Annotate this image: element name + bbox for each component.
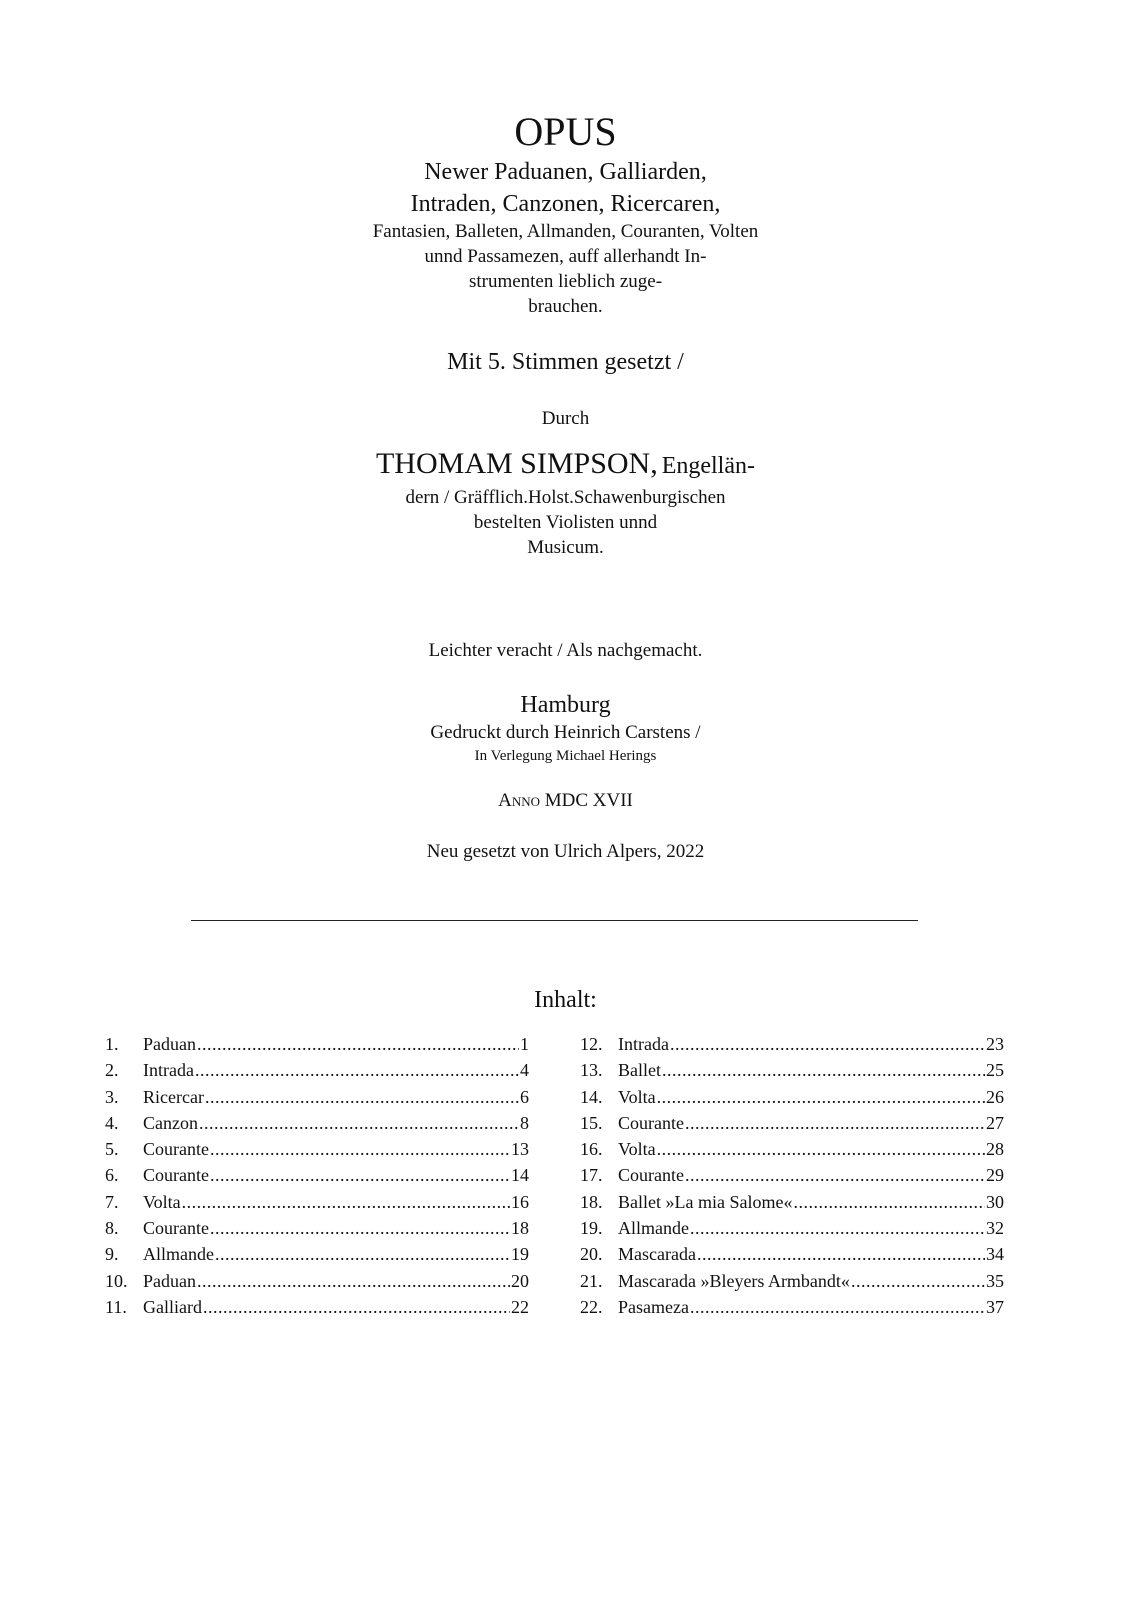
imprint-city: Hamburg (520, 692, 611, 718)
motto: Leichter veracht / Als nachgemacht. (428, 640, 703, 661)
dot-leader (210, 1165, 510, 1186)
toc-entry[interactable] (105, 1034, 529, 1060)
imprint-printer: Gedruckt durch Heinrich Carstens / (430, 722, 701, 743)
subtitle-line: Intraden, Canzonen, Ricercaren, (410, 191, 721, 217)
dot-leader (210, 1218, 510, 1239)
toc-entry[interactable] (105, 1297, 529, 1323)
imprint-year: Anno MDC XVII (498, 790, 633, 811)
toc-entry-page: 19 (511, 1244, 529, 1265)
toc-entry-title: Paduan (143, 1034, 196, 1054)
toc-column-left (105, 1034, 529, 1323)
toc-entry-page: 16 (511, 1191, 529, 1212)
subtitle-line: Fantasien, Balleten, Allmanden, Couranten, Volten (372, 221, 759, 242)
toc-entry-page: 1 (520, 1034, 529, 1054)
toc-entry-page: 29 (986, 1165, 1004, 1186)
imprint-publisher: In Verlegung Michael Herings (474, 748, 657, 764)
toc-entry[interactable] (105, 1087, 529, 1113)
toc-entry-number: 16. (580, 1139, 603, 1160)
toc-entry-page: 26 (986, 1086, 1004, 1107)
toc-entry-page: 22 (511, 1296, 529, 1317)
toc-entry-title: Ballet (618, 1060, 661, 1081)
toc-entry-number: 13. (580, 1060, 603, 1081)
toc-entry[interactable] (580, 1060, 1004, 1086)
dot-leader (657, 1087, 985, 1108)
title: OPUS (514, 109, 617, 154)
toc-entry-number: 19. (580, 1218, 603, 1239)
author-name: THOMAM SIMPSON, (375, 447, 658, 480)
toc-entry-number: 1. (105, 1034, 119, 1054)
dot-leader (690, 1297, 985, 1318)
toc-entry-number: 4. (105, 1112, 119, 1133)
toc-entry-number: 11. (105, 1296, 127, 1317)
author-line (0, 449, 1131, 479)
toc-entry-title: Canzon (143, 1112, 198, 1133)
toc-entry[interactable] (105, 1244, 529, 1270)
dot-leader (662, 1060, 985, 1081)
toc-entry-title: Courante (618, 1165, 684, 1186)
dot-leader (851, 1271, 985, 1292)
toc-entry-number: 6. (105, 1165, 119, 1186)
toc-column-right (580, 1034, 1004, 1323)
subtitle-line: strumenten lieblich zuge- (468, 271, 663, 292)
toc-entry-number: 20. (580, 1244, 603, 1265)
toc-entry[interactable] (580, 1297, 1004, 1323)
toc-entry-title: Courante (143, 1165, 209, 1186)
toc-entry-page: 20 (511, 1270, 529, 1291)
toc-entry-title: Volta (618, 1139, 656, 1160)
dot-leader (205, 1087, 519, 1108)
toc-entry-title: Volta (143, 1191, 181, 1212)
toc-entry-page: 25 (986, 1060, 1004, 1081)
dot-leader (657, 1139, 985, 1160)
toc-entry-number: 7. (105, 1191, 119, 1212)
dot-leader (685, 1165, 985, 1186)
toc-entry-title: Pasameza (618, 1296, 689, 1317)
dot-leader (670, 1034, 985, 1055)
edition-note: Neu gesetzt von Ulrich Alpers, 2022 (426, 841, 705, 862)
toc-entry-title: Galliard (143, 1296, 202, 1317)
toc-entry-number: 22. (580, 1296, 603, 1317)
dot-leader (182, 1192, 510, 1213)
toc-entry[interactable] (105, 1060, 529, 1086)
toc-entry-number: 8. (105, 1218, 119, 1239)
toc-entry-number: 21. (580, 1270, 603, 1291)
toc-entry-title: Mascarada »Bleyers Armbandt« (618, 1270, 850, 1291)
toc-entry-title: Courante (143, 1218, 209, 1239)
voices: Mit 5. Stimmen gesetzt / (447, 349, 684, 375)
toc-entry-page: 8 (520, 1112, 529, 1133)
toc-entry-title: Volta (618, 1086, 656, 1107)
toc-entry[interactable] (580, 1218, 1004, 1244)
dot-leader (197, 1034, 519, 1055)
toc-entry-number: 10. (105, 1270, 128, 1291)
author-line: Musicum. (527, 537, 604, 558)
toc-entry-page: 18 (511, 1218, 529, 1239)
toc-entry-page: 14 (511, 1165, 529, 1186)
toc-entry-title: Courante (143, 1139, 209, 1160)
toc-entry-title: Mascarada (618, 1244, 696, 1265)
toc-entry[interactable] (105, 1218, 529, 1244)
toc-entry-number: 17. (580, 1165, 603, 1186)
toc-entry-number: 15. (580, 1112, 603, 1133)
dot-leader (793, 1192, 985, 1213)
dot-leader (215, 1244, 510, 1265)
toc-entry-page: 28 (986, 1139, 1004, 1160)
dot-leader (195, 1060, 519, 1081)
dot-leader (697, 1244, 985, 1265)
toc-entry-title: Courante (618, 1112, 684, 1133)
dot-leader (203, 1297, 510, 1318)
toc-entry-number: 2. (105, 1060, 119, 1081)
toc-entry[interactable] (580, 1034, 1004, 1060)
subtitle-line: Newer Paduanen, Galliarden, (424, 159, 707, 185)
author-line: bestelten Violisten unnd (473, 512, 658, 533)
toc-entry[interactable] (580, 1113, 1004, 1139)
toc-entry[interactable] (580, 1087, 1004, 1113)
toc-entry[interactable] (105, 1165, 529, 1191)
toc-entry-number: 5. (105, 1139, 119, 1160)
toc-entry-number: 9. (105, 1244, 119, 1265)
toc-entry-page: 13 (511, 1139, 529, 1160)
toc-entry-title: Ricercar (143, 1086, 204, 1107)
dot-leader (197, 1271, 510, 1292)
toc-entry-number: 12. (580, 1034, 603, 1054)
author-line: dern / Gräfflich.Holst.Schawenburgischen (405, 487, 726, 508)
toc-entry-page: 27 (986, 1112, 1004, 1133)
toc-entry-page: 37 (986, 1296, 1004, 1317)
toc-entry-page: 35 (986, 1270, 1004, 1291)
toc-entry[interactable] (580, 1244, 1004, 1270)
toc-entry-page: 34 (986, 1244, 1004, 1265)
toc-entry-title: Intrada (143, 1060, 194, 1081)
toc-entry[interactable] (105, 1139, 529, 1165)
dot-leader (210, 1139, 510, 1160)
subtitle-line: brauchen. (528, 296, 603, 317)
toc-entry[interactable] (580, 1165, 1004, 1191)
toc-entry-page: 23 (986, 1034, 1004, 1054)
toc-entry[interactable] (580, 1192, 1004, 1218)
subtitle-line: unnd Passamezen, auff allerhandt In- (424, 246, 707, 267)
durch: Durch (541, 408, 590, 429)
toc-entry-number: 3. (105, 1086, 119, 1107)
toc-entry[interactable] (105, 1113, 529, 1139)
toc-entry-title: Allmande (143, 1244, 214, 1265)
toc-entry-page: 6 (520, 1086, 529, 1107)
toc-entry-title: Allmande (618, 1218, 689, 1239)
dot-leader (685, 1113, 985, 1134)
toc-entry-title: Paduan (143, 1270, 196, 1291)
toc-entry[interactable] (105, 1271, 529, 1297)
toc-entry-title: Intrada (618, 1034, 669, 1054)
dot-leader (199, 1113, 519, 1134)
toc-entry-number: 14. (580, 1086, 603, 1107)
divider (191, 920, 918, 921)
toc-entry-page: 32 (986, 1218, 1004, 1239)
dot-leader (690, 1218, 985, 1239)
toc-entry-page: 4 (520, 1060, 529, 1081)
author-name-cont: Engellän- (661, 453, 755, 479)
toc-entry-title: Ballet »La mia Salome« (618, 1191, 793, 1212)
toc-entry-number: 18. (580, 1191, 603, 1212)
toc-entry-page: 30 (986, 1191, 1004, 1212)
toc-entry[interactable] (105, 1192, 529, 1218)
toc-entry[interactable] (580, 1271, 1004, 1297)
toc-heading: Inhalt: (534, 987, 597, 1013)
toc-entry[interactable] (580, 1139, 1004, 1165)
